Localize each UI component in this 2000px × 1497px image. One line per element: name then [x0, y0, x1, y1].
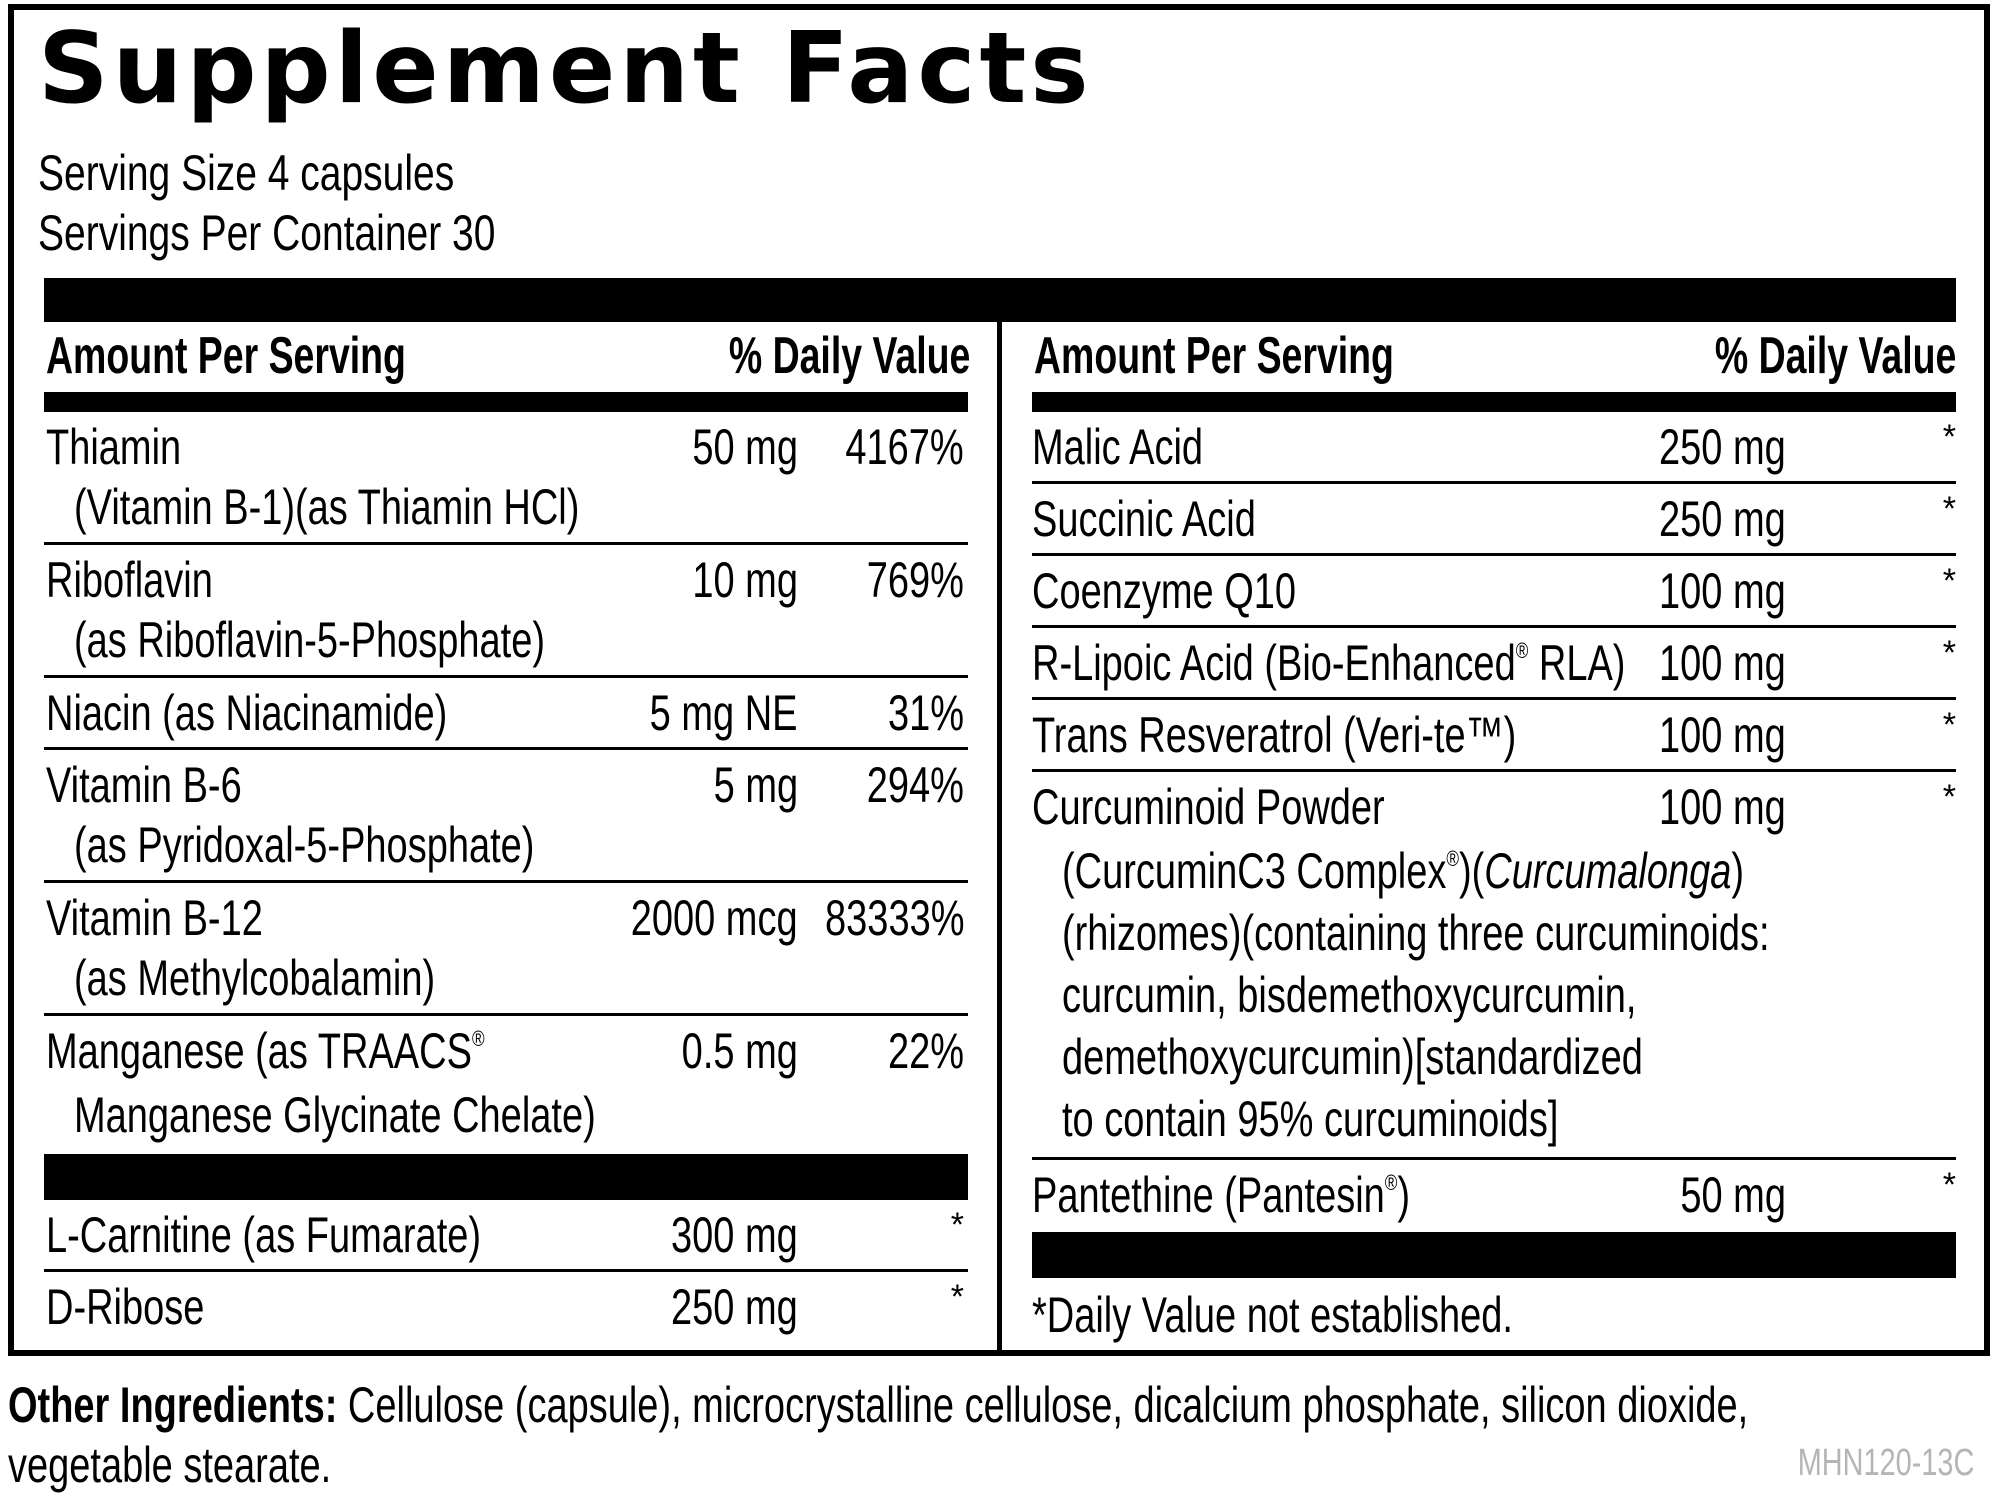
nutrient-dv: *: [1942, 778, 1956, 816]
nutrient-amount: 50 mg: [692, 419, 798, 475]
nutrient-dv: *: [950, 1206, 964, 1244]
nutrient-amount: 100 mg: [1659, 779, 1786, 835]
daily-value-footnote: *Daily Value not established.: [1032, 1287, 1513, 1343]
nutrient-name: Succinic Acid: [1032, 491, 1256, 547]
serving-size: Serving Size 4 capsules: [38, 145, 455, 201]
nutrient-amount: 5 mg: [713, 757, 798, 813]
other-ingredients-cont: vegetable stearate.: [8, 1437, 332, 1493]
nutrient-row-malic-acid: [1032, 412, 1956, 484]
nutrient-source: (as Pyridoxal-5-Phosphate): [74, 817, 535, 873]
right-header-amount: Amount Per Serving: [1034, 327, 1394, 385]
nutrient-dv: 294%: [866, 757, 964, 813]
nutrient-amount: 250 mg: [671, 1279, 798, 1335]
nutrient-row-trans-resveratrol: [1032, 700, 1956, 772]
nutrient-amount: 50 mg: [1680, 1167, 1786, 1223]
nutrient-name: Niacin (as Niacinamide): [46, 685, 448, 741]
nutrient-row-thiamin: [44, 412, 968, 545]
nutrient-dv: 22%: [887, 1023, 964, 1079]
nutrient-dv: *: [1942, 418, 1956, 456]
nutrient-amount: 100 mg: [1659, 707, 1786, 763]
nutrient-name: D-Ribose: [46, 1279, 205, 1335]
nutrient-source-line: (rhizomes)(containing three curcuminoids:: [1062, 905, 1770, 961]
nutrient-source: (as Methylcobalamin): [74, 950, 436, 1006]
nutrient-row-curcuminoid-powder: [1032, 772, 1956, 1160]
right-header-rule: [1032, 392, 1956, 412]
thick-divider-top: [44, 278, 1956, 322]
nutrient-name: Thiamin: [46, 419, 182, 475]
thick-divider-left: [44, 1154, 968, 1200]
nutrient-dv: 83333%: [824, 890, 964, 946]
nutrient-amount: 2000 mcg: [631, 890, 798, 946]
nutrient-name: Coenzyme Q10: [1032, 563, 1297, 619]
nutrient-amount: 250 mg: [1659, 419, 1786, 475]
nutrient-name: Vitamin B-6: [46, 757, 242, 813]
nutrient-dv: *: [1942, 1166, 1956, 1204]
nutrient-row-pantethine: [1032, 1160, 1956, 1232]
nutrient-dv: 31%: [887, 685, 964, 741]
nutrient-name: Riboflavin: [46, 552, 213, 608]
nutrient-row-coenzyme-q10: [1032, 556, 1956, 628]
nutrient-source-line: curcumin, bisdemethoxycurcumin,: [1062, 967, 1637, 1023]
column-divider: [997, 322, 1002, 1352]
nutrient-dv: *: [1942, 706, 1956, 744]
thick-divider-right: [1032, 1232, 1956, 1278]
nutrient-name: R-Lipoic Acid (Bio-Enhanced® RLA): [1032, 635, 1626, 691]
nutrient-name: Curcuminoid Powder: [1032, 779, 1385, 835]
nutrient-dv: *: [1942, 490, 1956, 528]
other-ingredients-label: Other Ingredients:: [8, 1377, 338, 1433]
nutrient-dv: *: [1942, 634, 1956, 672]
nutrient-source-line: to contain 95% curcuminoids]: [1062, 1091, 1559, 1147]
nutrient-row-r-lipoic-acid: [1032, 628, 1956, 700]
nutrient-dv: 4167%: [845, 419, 964, 475]
nutrient-source: (Vitamin B-1)(as Thiamin HCl): [74, 479, 580, 535]
nutrient-amount: 100 mg: [1659, 635, 1786, 691]
nutrient-name: Trans Resveratrol (Veri-te™): [1032, 707, 1517, 763]
nutrient-row-niacin: [44, 678, 968, 750]
nutrient-dv: 769%: [866, 552, 964, 608]
nutrient-row-d-ribose: [44, 1272, 968, 1344]
nutrient-source: Manganese Glycinate Chelate): [74, 1087, 596, 1143]
nutrient-row-vitamin-b6: [44, 750, 968, 883]
servings-per-container: Servings Per Container 30: [38, 205, 496, 261]
nutrient-source-line: (CurcuminC3 Complex®)(Curcumalonga): [1062, 843, 1745, 899]
nutrient-dv: *: [950, 1278, 964, 1316]
nutrient-name: Vitamin B-12: [46, 890, 263, 946]
nutrient-source: (as Riboflavin-5-Phosphate): [74, 612, 546, 668]
left-header-dv: % Daily Value: [728, 327, 970, 385]
nutrient-row-l-carnitine: [44, 1200, 968, 1272]
nutrient-amount: 250 mg: [1659, 491, 1786, 547]
nutrient-amount: 300 mg: [671, 1207, 798, 1263]
nutrient-name: Manganese (as TRAACS®: [46, 1023, 485, 1079]
nutrient-row-succinic-acid: [1032, 484, 1956, 556]
nutrient-source-line: demethoxycurcumin)[standardized: [1062, 1029, 1643, 1085]
nutrient-row-manganese: [44, 1016, 968, 1154]
nutrient-row-riboflavin: [44, 545, 968, 678]
product-code: MHN120-13C: [1797, 1442, 1974, 1484]
nutrient-name: L-Carnitine (as Fumarate): [46, 1207, 482, 1263]
panel-title: Supplement Facts: [38, 12, 1093, 126]
left-header-rule: [44, 392, 968, 412]
nutrient-name: Malic Acid: [1032, 419, 1204, 475]
nutrient-row-vitamin-b12: [44, 883, 968, 1016]
nutrient-amount: 0.5 mg: [681, 1023, 798, 1079]
nutrient-name: Pantethine (Pantesin®): [1032, 1167, 1411, 1223]
left-header-amount: Amount Per Serving: [46, 327, 406, 385]
nutrient-amount: 100 mg: [1659, 563, 1786, 619]
right-header-dv: % Daily Value: [1714, 327, 1956, 385]
nutrient-amount: 5 mg NE: [650, 685, 798, 741]
other-ingredients: Other Ingredients: Cellulose (capsule), microcrystalline cellulose, dicalcium phosphate, silicon dioxide,: [8, 1377, 1749, 1433]
nutrient-amount: 10 mg: [692, 552, 798, 608]
nutrient-dv: *: [1942, 562, 1956, 600]
